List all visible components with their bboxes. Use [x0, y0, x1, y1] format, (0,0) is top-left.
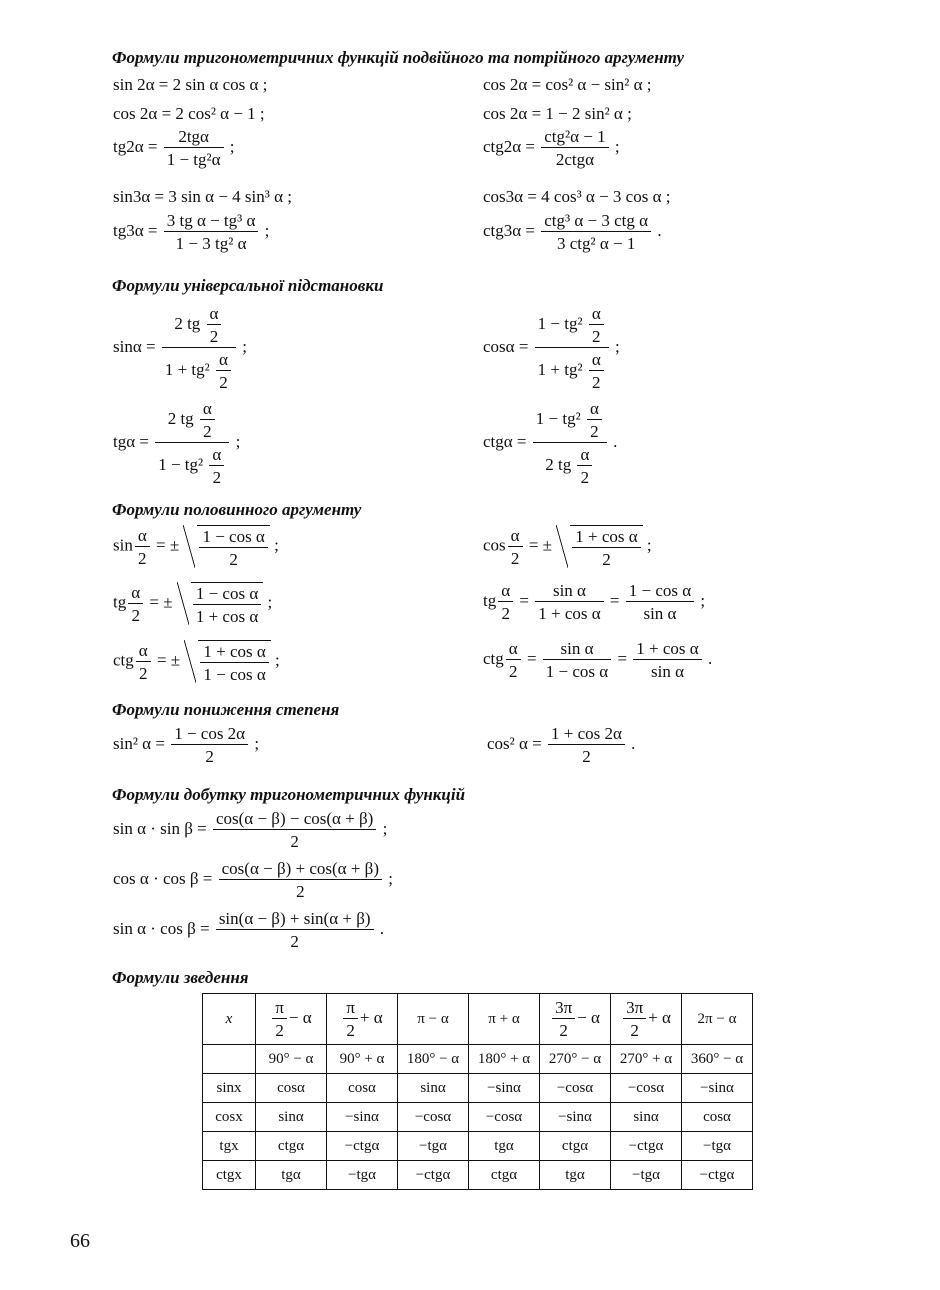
table-cell: sinα — [611, 1103, 682, 1132]
table-header-cell: $\frac{\pi}{2}$ − α — [256, 994, 327, 1045]
formula-ctg2a: ctg2α = $\frac{\text{ctg²α − 1}}{\text{2ctgα}}$ ; — [483, 127, 620, 169]
table-cell: sinα — [256, 1103, 327, 1132]
table-cell: 270° + α — [611, 1045, 682, 1074]
table-cell: cosα — [256, 1074, 327, 1103]
section-heading-half: Формули половинного аргументу — [112, 500, 362, 519]
formula-ctg3a: ctg3α = $\frac{\text{ctg³ α − 3 ctg α}}{\text{3 ctg² α − 1}}$ . — [483, 211, 662, 253]
table-cell: sinα — [398, 1074, 469, 1103]
table-cell: −cosα — [398, 1103, 469, 1132]
formula-univ-tg: tgα = 2 tg $\frac{\alpha}{2}$ 1 − tg² $\frac{\alpha}{2}$ ; — [113, 399, 241, 487]
table-cell: −cosα — [611, 1074, 682, 1103]
table-cell: ctgα — [540, 1132, 611, 1161]
formula-cos2a-c: cos 2α = 1 − 2 sin² α ; — [483, 104, 632, 123]
formula-half-ctg-b: ctg $\frac{\alpha}{2}$ = $\frac{\text{sin α}}{\text{1 − cos α}}$ = $\frac{\text{1 + cos α}}{\text{sin α}}$ . — [483, 639, 713, 681]
table-cell: −tgα — [398, 1132, 469, 1161]
table-cell: −tgα — [682, 1132, 753, 1161]
formula-sin-cos: sin α · cos β = $\frac{\sin(\alpha - \beta) + \sin(\alpha + \beta)}{2}$ . — [113, 909, 385, 951]
section-heading-product: Формули добутку тригонометричних функцій — [112, 785, 466, 804]
table-cell: 180° + α — [469, 1045, 540, 1074]
table-row — [203, 1074, 753, 1103]
table-cell: −ctgα — [682, 1161, 753, 1190]
table-header-cell: 2π − α — [682, 994, 753, 1045]
table-cell: cosα — [682, 1103, 753, 1132]
table-cell: tgα — [469, 1132, 540, 1161]
formula-half-tg-b: tg $\frac{\alpha}{2}$ = $\frac{\text{sin α}}{\text{1 + cos α}}$ = $\frac{\text{1 − cos α}}{\text{sin α}}$ ; — [483, 581, 706, 623]
table-degree-row — [203, 1045, 753, 1074]
formula-cos-squared: cos² α = $\frac{1 + \cos 2\alpha}{2}$ . — [487, 724, 636, 766]
table-cell: −ctgα — [611, 1132, 682, 1161]
formula-univ-ctg: ctgα = 1 − tg² $\frac{\alpha}{2}$ 2 tg $\frac{\alpha}{2}$ . — [483, 399, 618, 487]
table-row — [203, 1132, 753, 1161]
section-heading-universal: Формули універсальної підстановки — [112, 276, 384, 295]
formula-univ-cos: cosα = 1 − tg² $\frac{\alpha}{2}$ 1 + tg² $\frac{\alpha}{2}$ ; — [483, 304, 620, 392]
table-cell: 90° + α — [327, 1045, 398, 1074]
table-corner: x — [203, 994, 256, 1045]
table-cell: tgα — [540, 1161, 611, 1190]
formula-sin3a: sin3α = 3 sin α − 4 sin³ α ; — [113, 187, 292, 206]
table-cell: −cosα — [540, 1074, 611, 1103]
table-row — [203, 1161, 753, 1190]
table-header-row — [203, 994, 753, 1045]
table-cell: ctgα — [469, 1161, 540, 1190]
table-cell: 360° − α — [682, 1045, 753, 1074]
formula-half-sin: sin $\frac{\alpha}{2}$ = ± $\frac{\text{1 − cos α}}{2}$ ; — [113, 525, 279, 569]
formula-tg2a: tg2α = $\frac{\text{2tgα}}{\text{1 − tg²α}}$ ; — [113, 127, 235, 169]
formula-cos-cos: cos α · cos β = $\frac{\cos(\alpha - \beta) + \cos(\alpha + \beta)}{2}$ ; — [113, 859, 393, 901]
section-heading-reduction: Формули зведення — [112, 968, 249, 987]
table-cell: cosα — [327, 1074, 398, 1103]
table-cell: ctgα — [256, 1132, 327, 1161]
formula-sin-squared: sin² α = $\frac{1 - \cos 2\alpha}{2}$ ; — [113, 724, 260, 766]
table-header-cell: π + α — [469, 994, 540, 1045]
table-header-cell: π − α — [398, 994, 469, 1045]
formula-cos2a-a: cos 2α = cos² α − sin² α ; — [483, 75, 652, 94]
formula-half-tg-a: tg $\frac{\alpha}{2}$ = ± $\frac{\text{1 − cos α}}{\text{1 + cos α}}$ ; — [113, 582, 273, 626]
table-cell: 180° − α — [398, 1045, 469, 1074]
table-cell: −sinα — [327, 1103, 398, 1132]
formula-tg3a: tg3α = $\frac{\text{3 tg α − tg³ α}}{\text{1 − 3 tg² α}}$ ; — [113, 211, 270, 253]
table-row — [203, 1103, 753, 1132]
formula-sin-sin: sin α · sin β = $\frac{\cos(\alpha - \beta) - \cos(\alpha + \beta)}{2}$ ; — [113, 809, 388, 851]
formula-half-ctg-a: ctg $\frac{\alpha}{2}$ = ± $\frac{\text{1 + cos α}}{\text{1 − cos α}}$ ; — [113, 640, 280, 684]
table-cell: −sinα — [682, 1074, 753, 1103]
page-number: 66 — [70, 1230, 90, 1252]
table-row-head — [203, 1045, 256, 1074]
table-cell: −cosα — [469, 1103, 540, 1132]
table-cell: −sinα — [469, 1074, 540, 1103]
table-cell: 270° − α — [540, 1045, 611, 1074]
table-row-head: tgx — [203, 1132, 256, 1161]
table-row-head: ctgx — [203, 1161, 256, 1190]
section-heading-double-triple: Формули тригонометричних функцій подвійного та потрійного аргументу — [112, 48, 684, 67]
table-cell: 90° − α — [256, 1045, 327, 1074]
table-cell: −tgα — [327, 1161, 398, 1190]
table-cell: tgα — [256, 1161, 327, 1190]
reduction-table — [202, 993, 753, 1190]
formula-univ-sin: sinα = 2 tg $\frac{\alpha}{2}$ 1 + tg² $\frac{\alpha}{2}$ ; — [113, 304, 247, 392]
table-header-cell: $\frac{3\pi}{2}$ − α — [540, 994, 611, 1045]
table-cell: −sinα — [540, 1103, 611, 1132]
table-cell: −ctgα — [327, 1132, 398, 1161]
table-row-head: sinx — [203, 1074, 256, 1103]
table-cell: −ctgα — [398, 1161, 469, 1190]
table-row-head: cosx — [203, 1103, 256, 1132]
formula-cos3a: cos3α = 4 cos³ α − 3 cos α ; — [483, 187, 671, 206]
section-heading-power-reduction: Формули пониження степеня — [112, 700, 340, 719]
table-cell: −tgα — [611, 1161, 682, 1190]
formula-sin2a: sin 2α = 2 sin α cos α ; — [113, 75, 268, 94]
table-header-cell: $\frac{3\pi}{2}$ + α — [611, 994, 682, 1045]
formula-half-cos: cos $\frac{\alpha}{2}$ = ± $\frac{\text{1 + cos α}}{2}$ ; — [483, 525, 652, 569]
table-header-cell: $\frac{\pi}{2}$ + α — [327, 994, 398, 1045]
formula-cos2a-b: cos 2α = 2 cos² α − 1 ; — [113, 104, 265, 123]
